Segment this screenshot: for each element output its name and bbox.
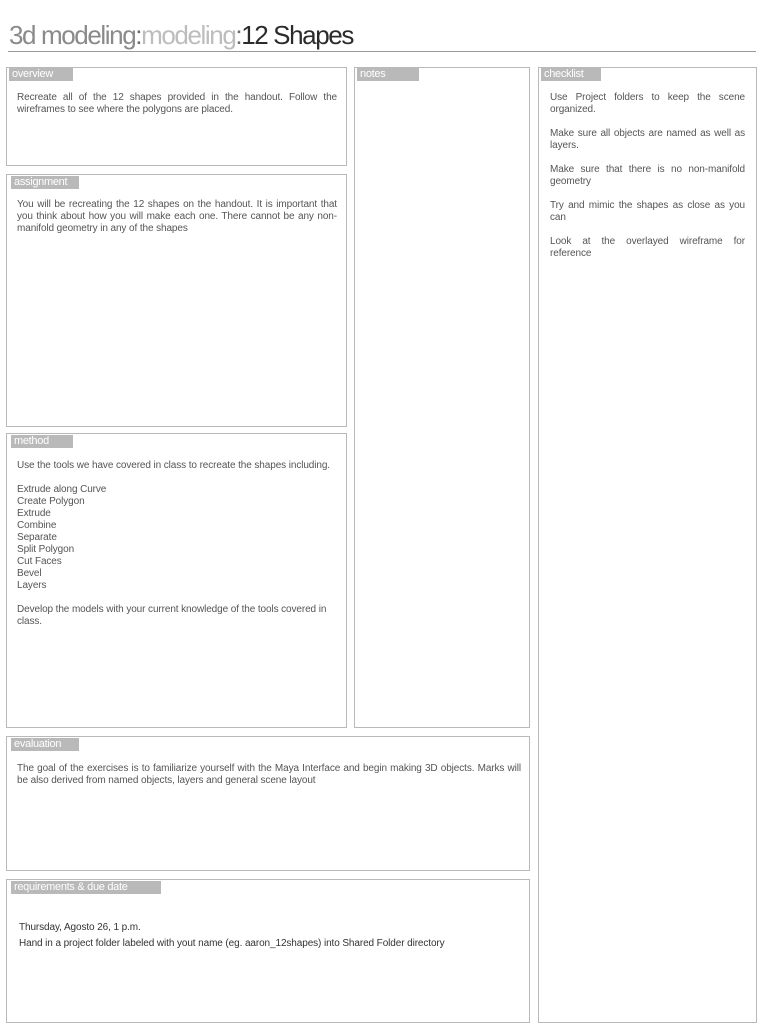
checklist-label: checklist: [541, 68, 601, 81]
method-tool-item: Cut Faces: [17, 556, 62, 567]
assignment-label: assignment: [11, 176, 79, 189]
page-title: [9, 18, 353, 52]
overview-label: overview: [9, 68, 73, 81]
evaluation-text: The goal of the exercises is to familiarize yourself with the Maya Interface and begin making 3D objects. Marks will be also derived from named objects, layers and general scene layout: [17, 763, 521, 786]
requirements-body: [19, 922, 519, 950]
checklist-item: Make sure that there is no non-manifold geometry: [550, 164, 745, 187]
checklist-item: Use Project folders to keep the scene organized.: [550, 92, 745, 115]
requirements-box: [6, 879, 530, 1023]
checklist-item: Make sure all objects are named as well as layers.: [550, 128, 745, 151]
evaluation-label: evaluation: [11, 738, 79, 751]
method-tool-item: Bevel: [17, 568, 42, 579]
title-project: 12 Shapes: [241, 20, 353, 50]
checklist-list: [550, 92, 745, 272]
hand-in-instructions: Hand in a project folder labeled with yout name (eg. aaron_12shapes) into Shared Folder directory: [19, 938, 445, 949]
method-box: [6, 433, 347, 728]
title-course: 3d modeling: [9, 20, 136, 50]
overview-box: [6, 67, 347, 166]
method-label: method: [11, 435, 73, 448]
method-tool-item: Create Polygon: [17, 496, 85, 507]
checklist-item: Try and mimic the shapes as close as you can: [550, 200, 745, 223]
title-unit: modeling: [141, 20, 236, 50]
assignment-text: You will be recreating the 12 shapes on the handout. It is important that you think about how you will make each one. There cannot be any non-manifold geometry in any of the shapes: [17, 199, 337, 234]
assignment-box: [6, 174, 347, 427]
requirements-label: requirements & due date: [11, 881, 161, 894]
method-tool-item: Combine: [17, 520, 57, 531]
due-date: Thursday, Agosto 26, 1 p.m.: [19, 922, 141, 933]
title-separator: :: [135, 20, 142, 50]
method-intro: Use the tools we have covered in class to recreate the shapes including.: [17, 460, 330, 471]
method-outro: Develop the models with your current knowledge of the tools covered in class.: [17, 604, 327, 627]
overview-text: Recreate all of the 12 shapes provided in the handout. Follow the wireframes to see where the polygons are placed.: [17, 92, 337, 115]
method-tool-item: Extrude: [17, 508, 51, 519]
method-tool-item: Separate: [17, 532, 57, 543]
evaluation-box: [6, 736, 530, 871]
checklist-item: Look at the overlayed wireframe for reference: [550, 236, 745, 259]
method-tool-list: [17, 484, 339, 592]
method-body: [17, 460, 339, 640]
title-separator: :: [235, 20, 242, 50]
title-rule: [8, 51, 756, 52]
method-tool-item: Layers: [17, 580, 47, 591]
notes-label: notes: [357, 68, 419, 81]
notes-box: [354, 67, 530, 728]
checklist-box: [538, 67, 757, 1023]
method-tool-item: Split Polygon: [17, 544, 75, 555]
method-tool-item: Extrude along Curve: [17, 484, 107, 495]
